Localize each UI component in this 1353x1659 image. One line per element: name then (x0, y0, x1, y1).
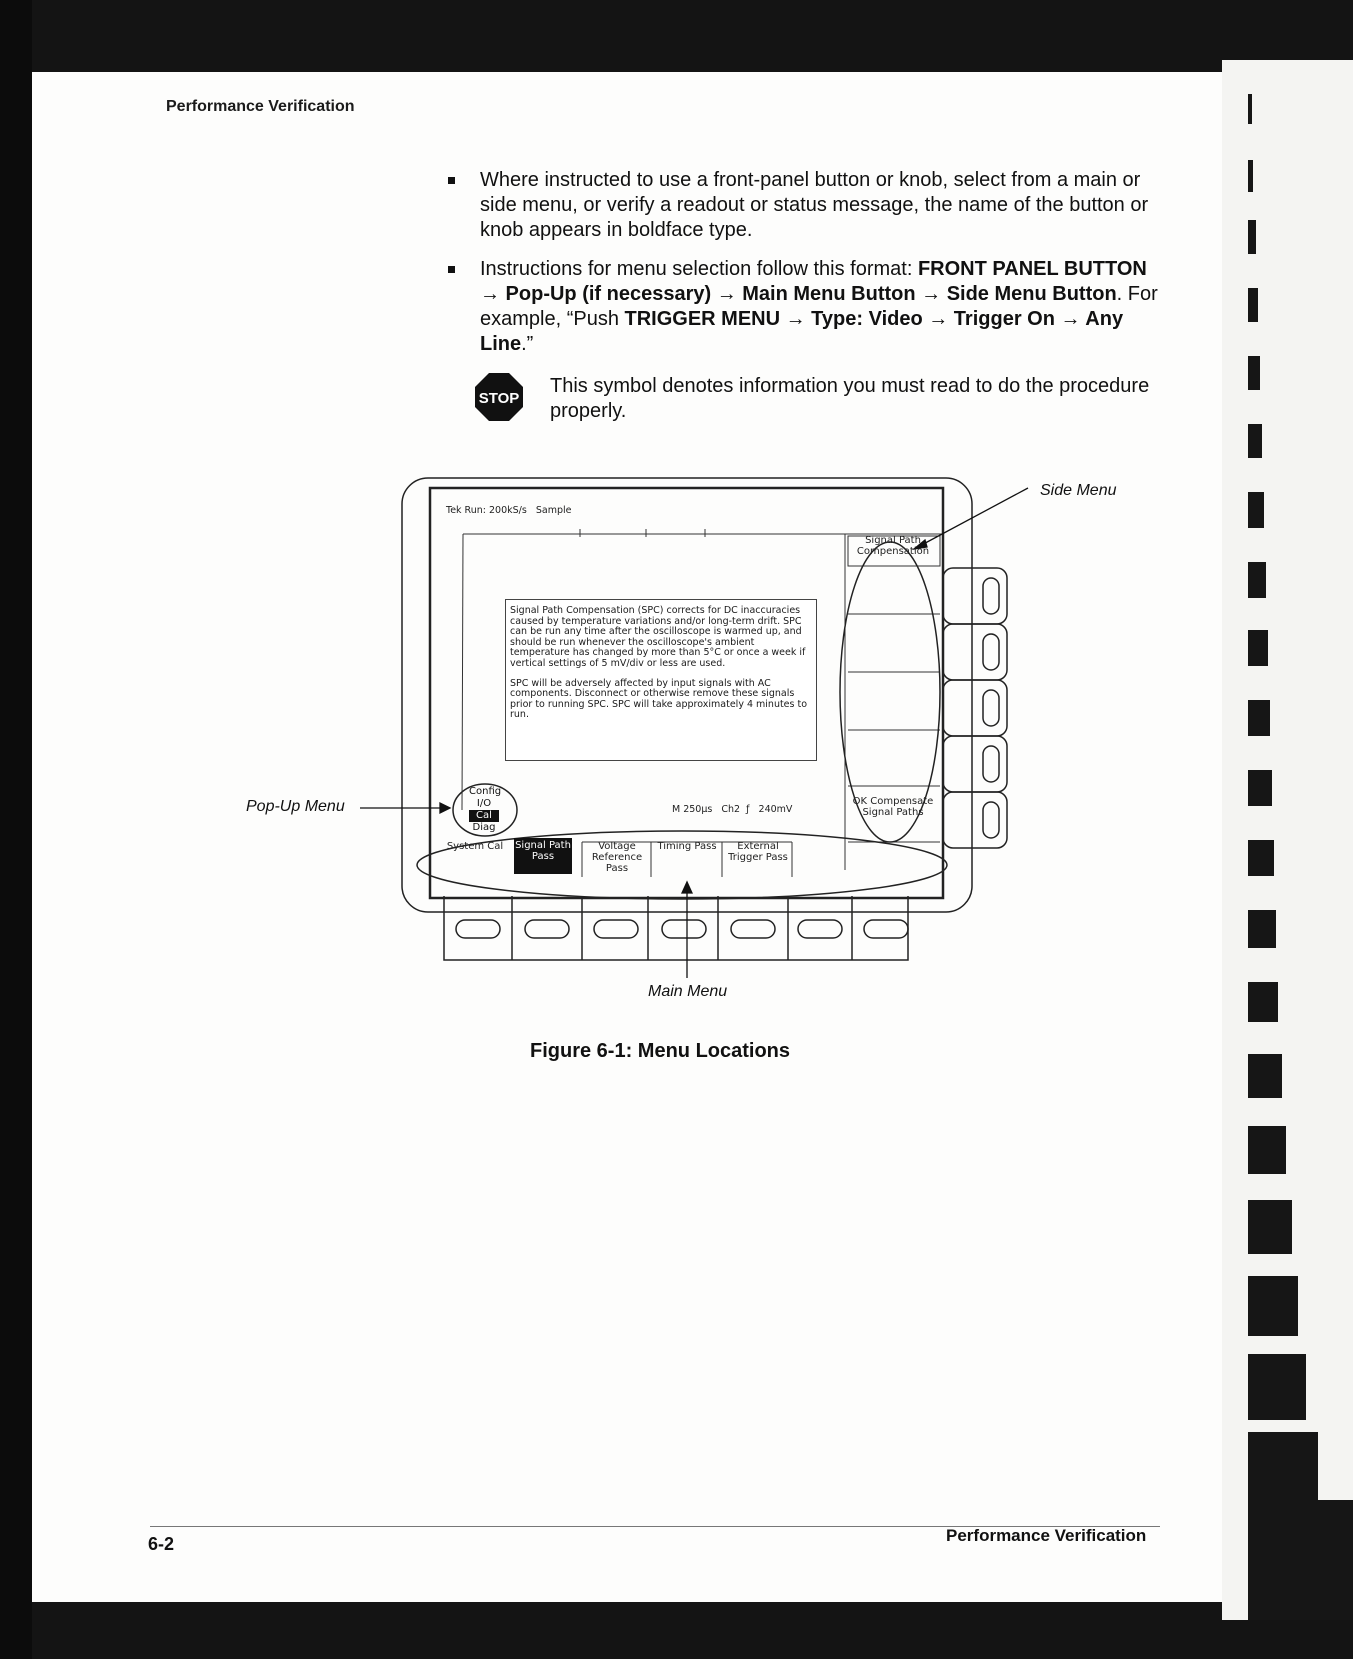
screen-readout: M 250µs Ch2 ƒ 240mV (672, 804, 793, 815)
bold-text: FRONT PANEL BUTTON → Pop-Up (if necessary) → Main Menu Button → Side Menu Button (480, 258, 1147, 305)
side-menu-title: Signal Path Compensation (856, 535, 930, 557)
popup-item-diag[interactable]: Diag (472, 822, 496, 833)
side-menu-label: Side Menu (1040, 482, 1117, 499)
footer-title: Performance Verification (946, 1526, 1147, 1545)
figure-caption: Figure 6-1: Menu Locations (530, 1040, 791, 1062)
popup-menu-label: Pop-Up Menu (246, 798, 345, 815)
main-menu-button[interactable]: System Cal (446, 841, 504, 852)
plain-text: Where instructed to use a front-panel button or knob, select from a main or side menu, or verify a readout or status message, the name of the button or knob appears in boldface type. (480, 169, 1149, 241)
spc-paragraph: SPC will be adversely affected by input signals with AC components. Disconnect or otherwise remove these signals prior to running SPC. SPC will take approximately 4 minutes to run. (510, 677, 808, 721)
main-menu-label: Main Menu (648, 983, 728, 1000)
popup-item-cal[interactable]: Cal (469, 810, 499, 822)
screen-status-line: Tek Run: 200kS/s Sample (446, 505, 572, 516)
main-menu-button[interactable]: External Trigger Pass (728, 841, 788, 863)
popup-item-config[interactable]: Config (469, 786, 502, 797)
main-menu-button[interactable]: Voltage Reference Pass (591, 841, 643, 874)
plain-text: Instructions for menu selection follow this format: (480, 258, 918, 280)
spc-message-box (505, 599, 817, 761)
side-menu-ok-button[interactable]: OK Compensate Signal Paths (852, 796, 934, 818)
popup-menu[interactable] (456, 786, 512, 834)
popup-item-io[interactable]: I/O (476, 798, 492, 809)
spc-paragraph: Signal Path Compensation (SPC) corrects for DC inaccuracies caused by temperature variations and/or long-term drift. SPC can be run any time after the oscilloscope is warmed up, and should be run whenever the oscilloscope's ambient temperature has changed by more than 5°C or once a week if vertical settings of 5 mV/div or less are used. (510, 605, 806, 669)
stop-note-text: This symbol denotes information you must read to do the procedure properly. (550, 375, 1150, 422)
plain-text: . For example, “Push (480, 283, 1158, 330)
running-head: Performance Verification (166, 98, 355, 115)
main-menu-button[interactable]: Timing Pass (657, 841, 717, 852)
stop-icon-text: STOP (478, 390, 520, 407)
main-menu-button-selected[interactable]: Signal Path Pass (514, 838, 572, 874)
plain-text: .” (521, 333, 534, 355)
page-number: 6-2 (148, 1534, 175, 1554)
bold-text: TRIGGER MENU → Type: Video → Trigger On → Any Line (480, 308, 1124, 355)
